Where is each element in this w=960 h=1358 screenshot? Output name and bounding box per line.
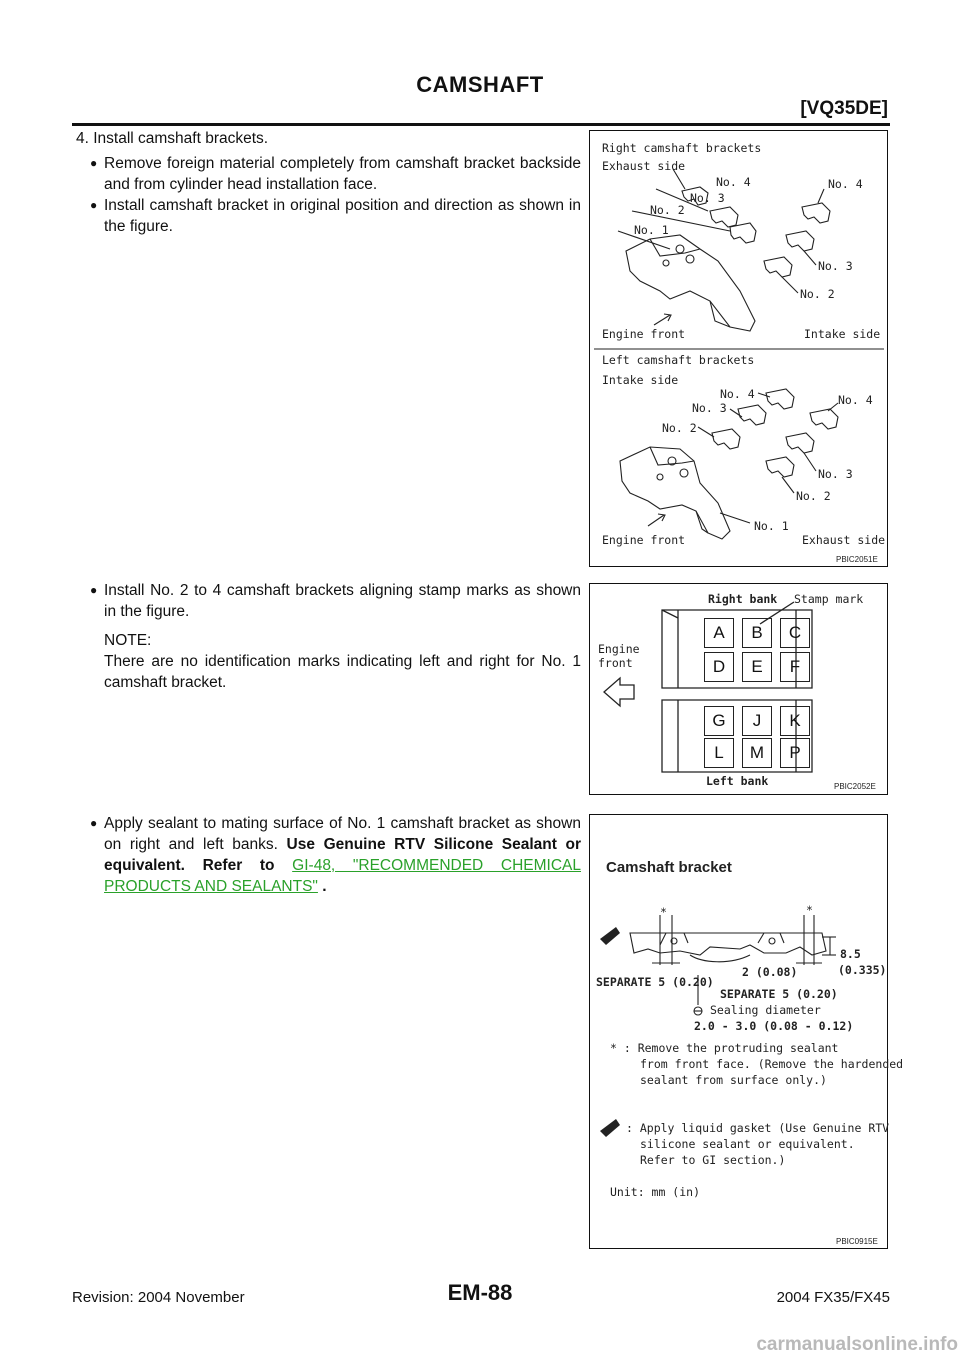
stamp-mark-j: J bbox=[742, 706, 772, 736]
sealing-diameter: Sealing diameter bbox=[710, 1003, 821, 1017]
dim-8-5: 8.5 bbox=[840, 947, 861, 961]
stamp-mark-label: Stamp mark bbox=[794, 592, 864, 606]
note-gasket-1: : Apply liquid gasket (Use Genuine RTV bbox=[626, 1121, 890, 1135]
figure-sealant bbox=[589, 814, 904, 1249]
figure3-title: Camshaft bracket bbox=[606, 859, 732, 876]
left-no3-right: No. 3 bbox=[818, 467, 853, 481]
left-no4-left: No. 4 bbox=[720, 387, 755, 401]
figure-stamp-marks bbox=[589, 583, 888, 795]
step-4: 4. Install camshaft brackets. bbox=[76, 130, 269, 147]
page-title: CAMSHAFT bbox=[416, 72, 544, 97]
right-brackets-title: Right camshaft brackets bbox=[602, 141, 762, 155]
dim-0-335: (0.335) bbox=[838, 963, 887, 977]
right-exhaust-side: Exhaust side bbox=[602, 159, 686, 173]
stamp-drawing bbox=[590, 584, 889, 796]
bracket-drawing bbox=[590, 131, 889, 568]
left-engine-front: Engine front bbox=[602, 533, 686, 547]
left-no2-left: No. 2 bbox=[662, 421, 697, 435]
note-star-3: sealant from surface only.) bbox=[640, 1073, 827, 1087]
left-no4-right: No. 4 bbox=[838, 393, 873, 407]
watermark: carmanualsonline.info bbox=[756, 1334, 958, 1355]
stamp-mark-e: E bbox=[742, 652, 772, 682]
stamp-mark-a: A bbox=[704, 618, 734, 648]
left-no3-left: No. 3 bbox=[692, 401, 727, 415]
note-label: NOTE: bbox=[104, 632, 152, 649]
bullet-install-original-position: ● Install camshaft bracket in original position and direction as shown in the figure. bbox=[90, 197, 581, 235]
vehicle-model: 2004 FX35/FX45 bbox=[776, 1289, 890, 1306]
right-no3-left: No. 3 bbox=[690, 191, 725, 205]
bullet-icon: ● bbox=[90, 156, 98, 170]
left-bank-label: Left bank bbox=[706, 774, 769, 788]
stamp-mark-b: B bbox=[742, 618, 772, 648]
bullet-icon: ● bbox=[90, 583, 98, 597]
stamp-mark-c: C bbox=[780, 618, 810, 648]
bullet-remove-foreign-material: ● Remove foreign material completely from camshaft bracket backside and from cylinder head installation face. bbox=[90, 155, 581, 193]
stamp-mark-f: F bbox=[780, 652, 810, 682]
sealant-instruction: Use Genuine RTV Silicone Sealant or equivalent. Refer to bbox=[104, 836, 581, 874]
note-star-2: from front face. (Remove the hardended bbox=[640, 1057, 904, 1071]
separate-left: SEPARATE 5 (0.20) bbox=[596, 975, 714, 989]
right-no1: No. 1 bbox=[634, 223, 669, 237]
right-bank-label: Right bank bbox=[708, 592, 778, 606]
left-exhaust-side: Exhaust side bbox=[802, 533, 886, 547]
asterisk-right: * bbox=[806, 903, 813, 917]
gi-48-link[interactable]: GI-48, "RECOMMENDED CHEMICAL PRODUCTS AND SEALANTS" bbox=[104, 857, 581, 895]
stamp-mark-p: P bbox=[780, 738, 810, 768]
right-no2-left: No. 2 bbox=[650, 203, 685, 217]
dim-2: 2 (0.08) bbox=[742, 965, 798, 979]
figure3-code: PBIC0915E bbox=[836, 1237, 878, 1246]
right-no4-left: No. 4 bbox=[716, 175, 751, 189]
right-no4-right: No. 4 bbox=[828, 177, 863, 191]
left-no1: No. 1 bbox=[754, 519, 789, 533]
stamp-mark-k: K bbox=[780, 706, 810, 736]
stamp-mark-g: G bbox=[704, 706, 734, 736]
separate-right: SEPARATE 5 (0.20) bbox=[720, 987, 838, 1001]
bullet-stamp-marks: ● Install No. 2 to 4 camshaft brackets aligning stamp marks as shown in the figure. NOTE: There are no identification marks indicating left and right for No. 1 camshaft bracket. bbox=[90, 582, 581, 691]
asterisk-left: * bbox=[660, 905, 667, 919]
stamp-mark-d: D bbox=[704, 652, 734, 682]
bullet-icon: ● bbox=[90, 198, 98, 212]
header-rule bbox=[72, 123, 890, 126]
stamp-mark-l: L bbox=[704, 738, 734, 768]
figure1-code: PBIC2051E bbox=[836, 555, 878, 564]
right-no3-right: No. 3 bbox=[818, 259, 853, 273]
right-no2-right: No. 2 bbox=[800, 287, 835, 301]
bullet-apply-sealant: ● Apply sealant to mating surface of No. 1 camshaft bracket as shown on right and left banks. Use Genuine RTV Silicone Sealant or equivalent. Refer to GI-48, "RECOMMENDED CHEMICAL PRODUCTS AND SEALANTS" . bbox=[90, 815, 581, 895]
note-gasket-3: Refer to GI section.) bbox=[640, 1153, 786, 1167]
right-intake-side: Intake side bbox=[804, 327, 881, 341]
bullet-icon: ● bbox=[90, 816, 98, 830]
note-text: There are no identification marks indicating left and right for No. 1 camshaft bracket. bbox=[104, 653, 581, 691]
revision-date: Revision: 2004 November bbox=[72, 1289, 245, 1306]
left-no2-right: No. 2 bbox=[796, 489, 831, 503]
engine-model: [VQ35DE] bbox=[800, 98, 888, 119]
engine-front-label: Engine front bbox=[598, 642, 640, 670]
unit-label: Unit: mm (in) bbox=[610, 1185, 701, 1199]
figure2-code: PBIC2052E bbox=[834, 782, 876, 791]
note-star-1: * : Remove the protruding sealant bbox=[610, 1041, 839, 1055]
right-engine-front: Engine front bbox=[602, 327, 686, 341]
left-intake-side: Intake side bbox=[602, 373, 679, 387]
figure-camshaft-brackets bbox=[589, 130, 888, 567]
page-number: EM-88 bbox=[447, 1280, 513, 1305]
sealing-diameter-value: 2.0 - 3.0 (0.08 - 0.12) bbox=[694, 1019, 854, 1033]
stamp-mark-m: M bbox=[742, 738, 772, 768]
left-brackets-title: Left camshaft brackets bbox=[602, 353, 755, 367]
note-gasket-2: silicone sealant or equivalent. bbox=[640, 1137, 855, 1151]
